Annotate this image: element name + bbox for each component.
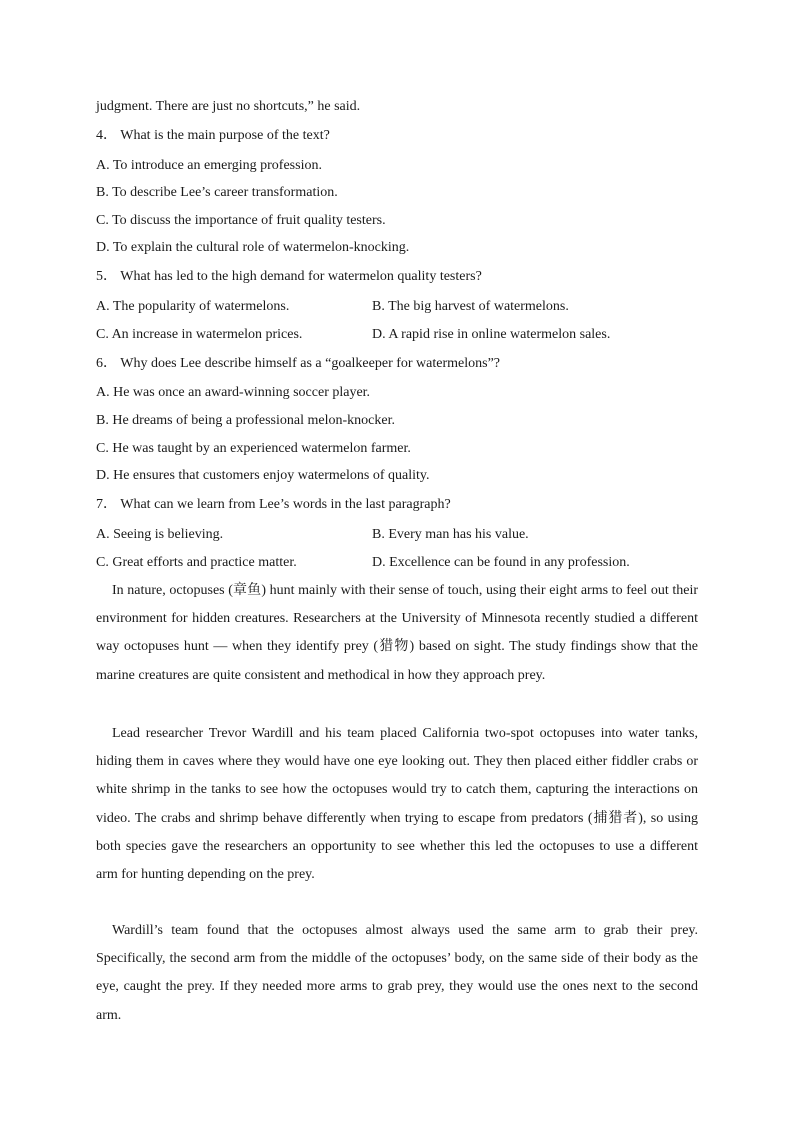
question-5-option-d: D. A rapid rise in online watermelon sales. — [372, 327, 611, 342]
question-6-option-c: C. He was taught by an experienced watermelon farmer. — [96, 441, 411, 456]
question-6-option-d: D. He ensures that customers enjoy watermelons of quality. — [96, 468, 430, 483]
question-7-option-a: A. Seeing is believing. — [96, 527, 224, 542]
question-7-option-d: D. Excellence can be found in any profession. — [372, 555, 630, 570]
question-4-option-d: D. To explain the cultural role of watermelon-knocking. — [96, 240, 410, 255]
question-7-row-1 — [96, 526, 698, 544]
question-5-stem: 5． What has led to the high demand for watermelon quality testers? — [96, 269, 482, 284]
question-6-stem: 6． Why does Lee describe himself as a “goalkeeper for watermelons”? — [96, 356, 501, 371]
question-4-option-c: C. To discuss the importance of fruit quality testers. — [96, 213, 386, 228]
continuation-line: judgment. There are just no shortcuts,” he said. — [96, 99, 361, 114]
passage-paragraph-1: In nature, octopuses (章鱼) hunt mainly with their sense of touch, using their eight arms to feel out their environment for hidden creatures. Researchers at the University of Minnesota recently studied a different way octopuses hunt — when they identify prey (猎物) based on sight. The study findings show that the marine creatures are quite consistent and methodical in how they approach prey. — [96, 583, 698, 683]
question-5-option-c: C. An increase in watermelon prices. — [96, 327, 303, 342]
passage-paragraph-2: Lead researcher Trevor Wardill and his team placed California two-spot octopuses into water tanks, hiding them in caves where they would have one eye looking out. They then placed either fiddler crabs or white shrimp in the tanks to see how the octopuses would try to catch them, capturing the interactions on video. The crabs and shrimp behave differently when trying to escape from predators (捕猎者), so using both species gave the researchers an opportunity to see whether this led the octopuses to use a different arm for hunting depending on the prey. — [96, 726, 698, 883]
question-4-option-a: A. To introduce an emerging profession. — [96, 158, 322, 173]
question-5-row-1 — [96, 298, 698, 316]
question-6-option-b: B. He dreams of being a professional melon-knocker. — [96, 413, 395, 428]
question-4-option-b: B. To describe Lee’s career transformation. — [96, 185, 338, 200]
question-7-stem: 7． What can we learn from Lee’s words in the last paragraph? — [96, 497, 451, 512]
question-7-row-2 — [96, 554, 698, 572]
question-5-row-2 — [96, 326, 698, 344]
passage-paragraph-3: Wardill’s team found that the octopuses almost always used the same arm to grab their prey. Specifically, the second arm from the middle of the octopuses’ body, on the same side of their body as the eye, caught the prey. If they needed more arms to grab prey, they would use the ones next to the second arm. — [96, 923, 698, 1023]
question-4-stem: 4． What is the main purpose of the text? — [96, 128, 330, 143]
question-5-option-a: A. The popularity of watermelons. — [96, 299, 290, 314]
question-5-option-b: B. The big harvest of watermelons. — [372, 299, 569, 314]
question-7-option-c: C. Great efforts and practice matter. — [96, 555, 297, 570]
question-6-option-a: A. He was once an award-winning soccer player. — [96, 385, 371, 400]
question-7-option-b: B. Every man has his value. — [372, 527, 529, 542]
